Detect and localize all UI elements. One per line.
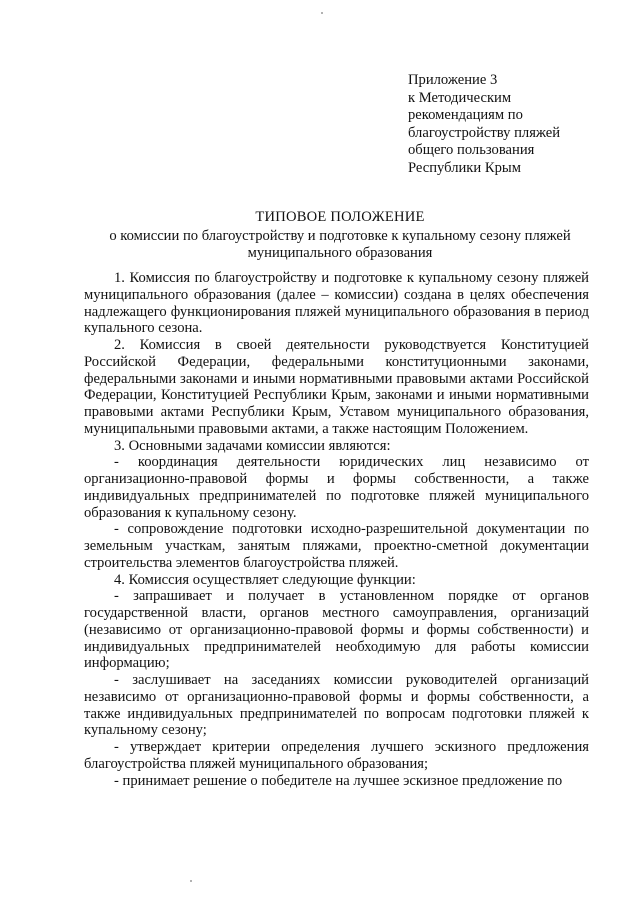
appendix-line: Приложение 3: [408, 72, 498, 88]
document-heading: [80, 209, 600, 263]
appendix-line: Республики Крым: [408, 159, 521, 176]
paragraph-item-1: 1. Комиссия по благоустройству и подготовке к купальному сезону пляжей муниципального образования (далее – комиссии) создана в целях обеспечения надлежащего функционирования пляжей муниципального образования в период купального сезона.: [84, 270, 589, 337]
document-subtitle-line: о комиссии по благоустройству и подготовке к купальному сезону пляжей: [109, 227, 571, 244]
function-bullet: - запрашивает и получает в установленном порядке от органов государственной власти, органов местного самоуправления, организаций (независимо от организационно-правовой формы и формы собственности) и индивидуальных предпринимателей необходимую для работы комиссии информацию;: [84, 588, 589, 672]
paragraph-item-2: 2. Комиссия в своей деятельности руководствуется Конституцией Российской Федерации, федеральными конституционными законами, федеральными законами и иными нормативными правовыми актами Российской Федерации, Конституцией Республики Крым, законами и иными нормативными правовыми актами Республики Крым, Уставом муниципального образования, муниципальными правовыми актами, а также настоящим Положением.: [84, 337, 589, 437]
document-body: [84, 270, 589, 789]
appendix-note: [408, 72, 608, 177]
document-title: ТИПОВОЕ ПОЛОЖЕНИЕ: [255, 209, 425, 225]
document-subtitle-line: муниципального образования: [247, 245, 433, 261]
paragraph-item-3: 3. Основными задачами комиссии являются:: [114, 437, 391, 454]
appendix-line: к Методическим: [408, 89, 512, 106]
function-bullet: - заслушивает на заседаниях комиссии руководителей организаций независимо от организационно-правовой формы и формы собственности, а также индивидуальных предпринимателей по вопросам подготовки пляжей к купальному сезону;: [84, 672, 589, 739]
function-bullet: - утверждает критерии определения лучшего эскизного предложения благоустройства пляжей муниципального образования;: [84, 739, 589, 772]
paragraph-item-4: 4. Комиссия осуществляет следующие функции:: [114, 571, 416, 588]
appendix-line: благоустройству пляжей: [408, 124, 561, 141]
appendix-line: рекомендациям по: [408, 107, 523, 123]
appendix-line: общего пользования: [408, 142, 535, 158]
scan-speck-bottom: [190, 880, 192, 882]
task-bullet: - сопровождение подготовки исходно-разрешительной документации по земельным участкам, занятым пляжами, проектно-сметной документации строительства элементов благоустройства пляжей.: [84, 521, 589, 571]
scan-speck-top: [321, 12, 323, 14]
function-bullet: - принимает решение о победителе на лучшее эскизное предложение по: [114, 772, 563, 789]
task-bullet: - координация деятельности юридических лиц независимо от организационно-правовой формы и формы собственности, а также индивидуальных предпринимателей по подготовке пляжей муниципального образования к купальному сезону.: [84, 454, 589, 521]
